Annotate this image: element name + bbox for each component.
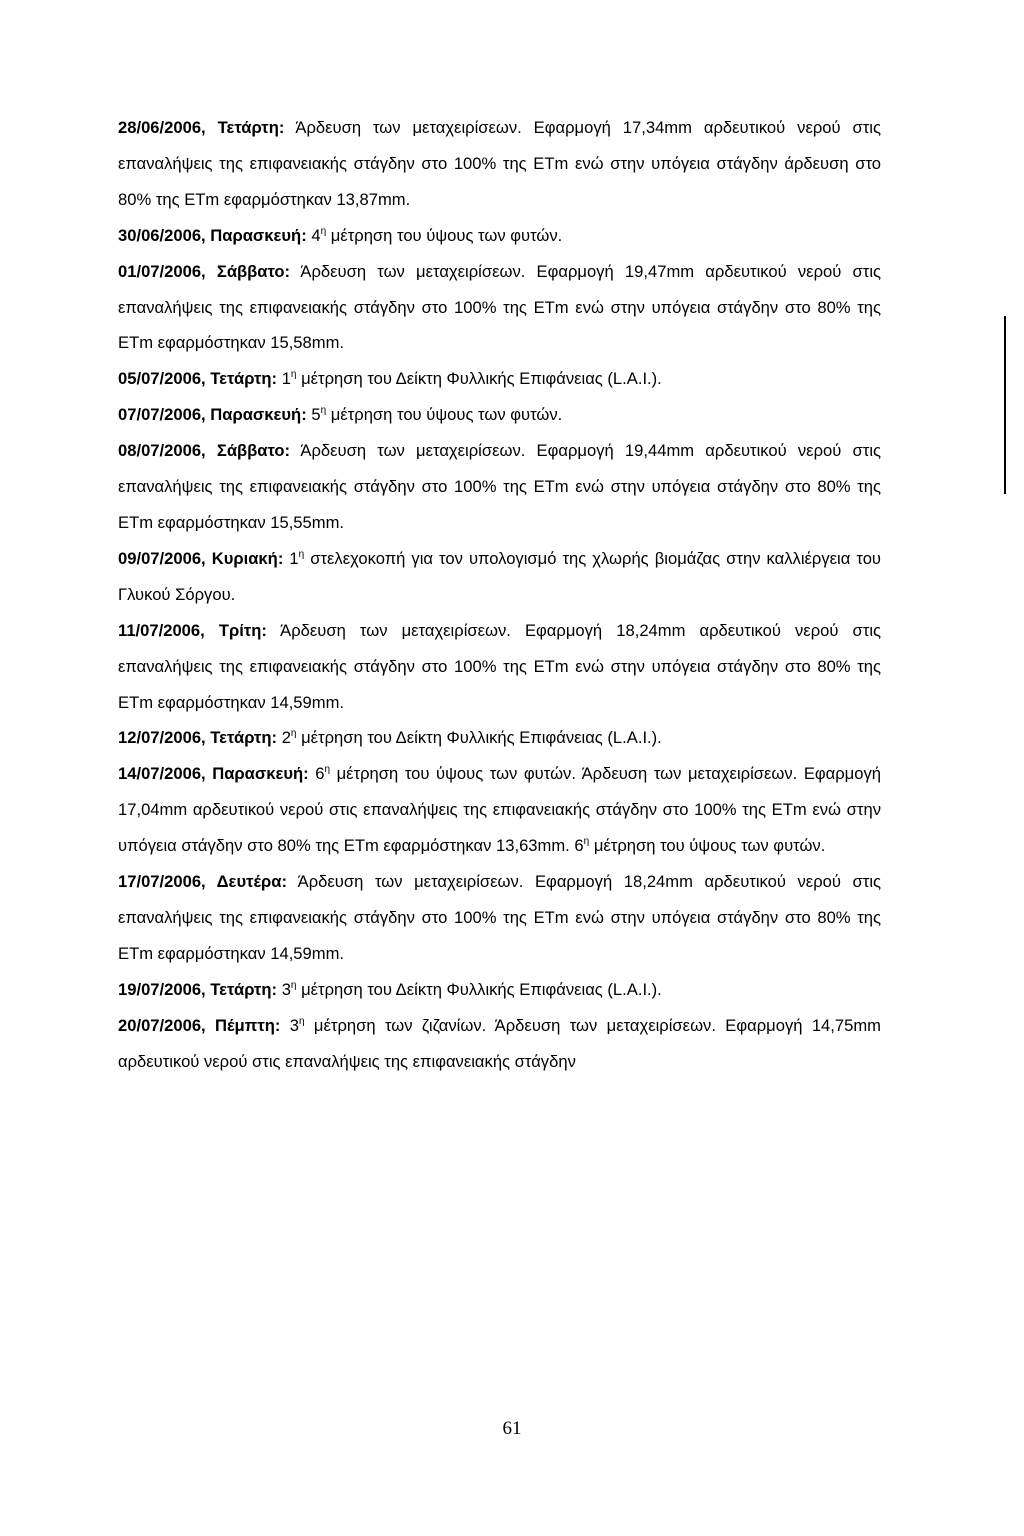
log-entry bbox=[118, 397, 881, 433]
entry-text: Άρδευση των μεταχειρίσεων. Εφαρμογή 19,47mm αρδευτικού νερού στις επαναλήψεις της επιφανειακής στάγδην στο 100% της ETm ενώ στην υπόγεια στάγδην στο 80% της ETm εφαρμόστηκαν 15,58mm. bbox=[118, 261, 881, 353]
entry-date: 28/06/2006, Τετάρτη: bbox=[118, 118, 285, 137]
log-entry bbox=[118, 110, 881, 218]
entry-text: μέτρηση του Δείκτη Φυλλικής Επιφάνειας (L.A.I.). bbox=[296, 369, 662, 389]
entry-text: μέτρηση των ζιζανίων. Άρδευση των μεταχειρίσεων. Εφαρμογή 14,75mm αρδευτικού νερού στις επαναλήψεις της επιφανειακής στάγδην bbox=[118, 1015, 881, 1071]
entry-date: 30/06/2006, Παρασκευή: bbox=[118, 225, 307, 245]
log-entry bbox=[118, 218, 881, 254]
entry-date: 19/07/2006, Τετάρτη: bbox=[118, 979, 278, 999]
page-number: 61 bbox=[502, 1418, 522, 1439]
entry-ordinal: 2 bbox=[277, 728, 291, 748]
entry-text: μέτρηση του ύψους των φυτών. Άρδευση των μεταχειρίσεων. Εφαρμογή 17,04mm αρδευτικού νερού στις επαναλήψεις της επιφανειακής στάγδην στο 100% της ETm ενώ στην υπόγεια στάγδην στο 80% της ETm εφαρμόστηκαν 13,63mm. 6 bbox=[118, 764, 881, 856]
log-entries bbox=[118, 110, 881, 1079]
entry-text: στελεχοκοπή για τον υπολογισμό της χλωρής βιομάζας στην καλλιέργεια του Γλυκού Σόργου. bbox=[118, 548, 882, 604]
entry-text: μέτρηση του Δείκτη Φυλλικής Επιφάνειας (L.A.I.). bbox=[296, 728, 662, 748]
entry-date: 05/07/2006, Τετάρτη: bbox=[118, 369, 278, 389]
ordinal-suffix: η bbox=[320, 405, 327, 417]
entry-text: Άρδευση των μεταχειρίσεων. Εφαρμογή 18,24mm αρδευτικού νερού στις επαναλήψεις της επιφανειακής στάγδην στο 100% της ETm ενώ στην υπόγεια στάγδην στο 80% της ETm εφαρμόστηκαν 14,59mm. bbox=[118, 620, 882, 712]
ordinal-suffix: η bbox=[320, 225, 327, 237]
log-entry bbox=[118, 1008, 881, 1080]
entry-date: 07/07/2006, Παρασκευή: bbox=[118, 405, 307, 425]
entry-ordinal: 1 bbox=[283, 548, 299, 568]
ordinal-suffix: η bbox=[290, 979, 297, 991]
log-entry bbox=[118, 756, 881, 864]
ordinal-suffix: η bbox=[583, 836, 590, 848]
entry-text: μέτρηση του Δείκτη Φυλλικής Επιφάνειας (L.A.I.). bbox=[296, 979, 662, 999]
entry-date: 01/07/2006, Σάββατο: bbox=[118, 261, 291, 281]
log-entry bbox=[118, 720, 881, 756]
entry-text: μέτρηση του ύψους των φυτών. bbox=[589, 836, 826, 856]
log-entry bbox=[118, 361, 881, 397]
entry-date: 20/07/2006, Πέμπτη: bbox=[118, 1015, 281, 1035]
entry-text: μέτρηση του ύψους των φυτών. bbox=[326, 225, 563, 245]
entry-date: 17/07/2006, Δευτέρα: bbox=[118, 872, 287, 892]
entry-date: 09/07/2006, Κυριακή: bbox=[118, 548, 284, 568]
entry-ordinal: 4 bbox=[306, 225, 321, 245]
ordinal-suffix: η bbox=[290, 369, 297, 381]
margin-change-bar bbox=[1004, 316, 1006, 494]
entry-date: 08/07/2006, Σάββατο: bbox=[118, 441, 291, 461]
log-entry bbox=[118, 613, 881, 721]
entry-date: 12/07/2006, Τετάρτη: bbox=[118, 728, 278, 748]
log-entry bbox=[118, 972, 881, 1008]
entry-date: 14/07/2006, Παρασκευή: bbox=[118, 764, 309, 784]
entry-ordinal: 5 bbox=[306, 405, 321, 425]
log-entry bbox=[118, 254, 881, 362]
entry-text: Άρδευση των μεταχειρίσεων. Εφαρμογή 17,34mm αρδευτικού νερού στις επαναλήψεις της επιφανειακής στάγδην στο 100% της ETm ενώ στην υπόγεια στάγδην άρδευση στο 80% της ETm εφαρμόστηκαν 13,87mm. bbox=[118, 118, 881, 209]
entry-ordinal: 3 bbox=[280, 1015, 300, 1035]
ordinal-suffix: η bbox=[324, 764, 331, 776]
ordinal-suffix: η bbox=[290, 728, 297, 740]
ordinal-suffix: η bbox=[298, 548, 305, 560]
ordinal-suffix: η bbox=[299, 1015, 305, 1027]
entry-text: Άρδευση των μεταχειρίσεων. Εφαρμογή 18,24mm αρδευτικού νερού στις επαναλήψεις της επιφανειακής στάγδην στο 100% της ETm ενώ στην υπόγεια στάγδην στο 80% της ETm εφαρμόστηκαν 14,59mm. bbox=[118, 872, 882, 963]
entry-ordinal: 6 bbox=[308, 764, 325, 784]
log-entry bbox=[118, 864, 881, 972]
entry-date: 11/07/2006, Τρίτη: bbox=[118, 620, 267, 640]
entry-ordinal: 1 bbox=[277, 369, 291, 389]
entry-ordinal: 3 bbox=[277, 979, 291, 999]
log-entry bbox=[118, 433, 881, 541]
entry-text: Άρδευση των μεταχειρίσεων. Εφαρμογή 19,44mm αρδευτικού νερού στις επαναλήψεις της επιφανειακής στάγδην στο 100% της ETm ενώ στην υπόγεια στάγδην στο 80% της ETm εφαρμόστηκαν 15,55mm. bbox=[118, 441, 881, 532]
log-entry bbox=[118, 541, 881, 613]
entry-text: μέτρηση του ύψους των φυτών. bbox=[326, 405, 563, 425]
